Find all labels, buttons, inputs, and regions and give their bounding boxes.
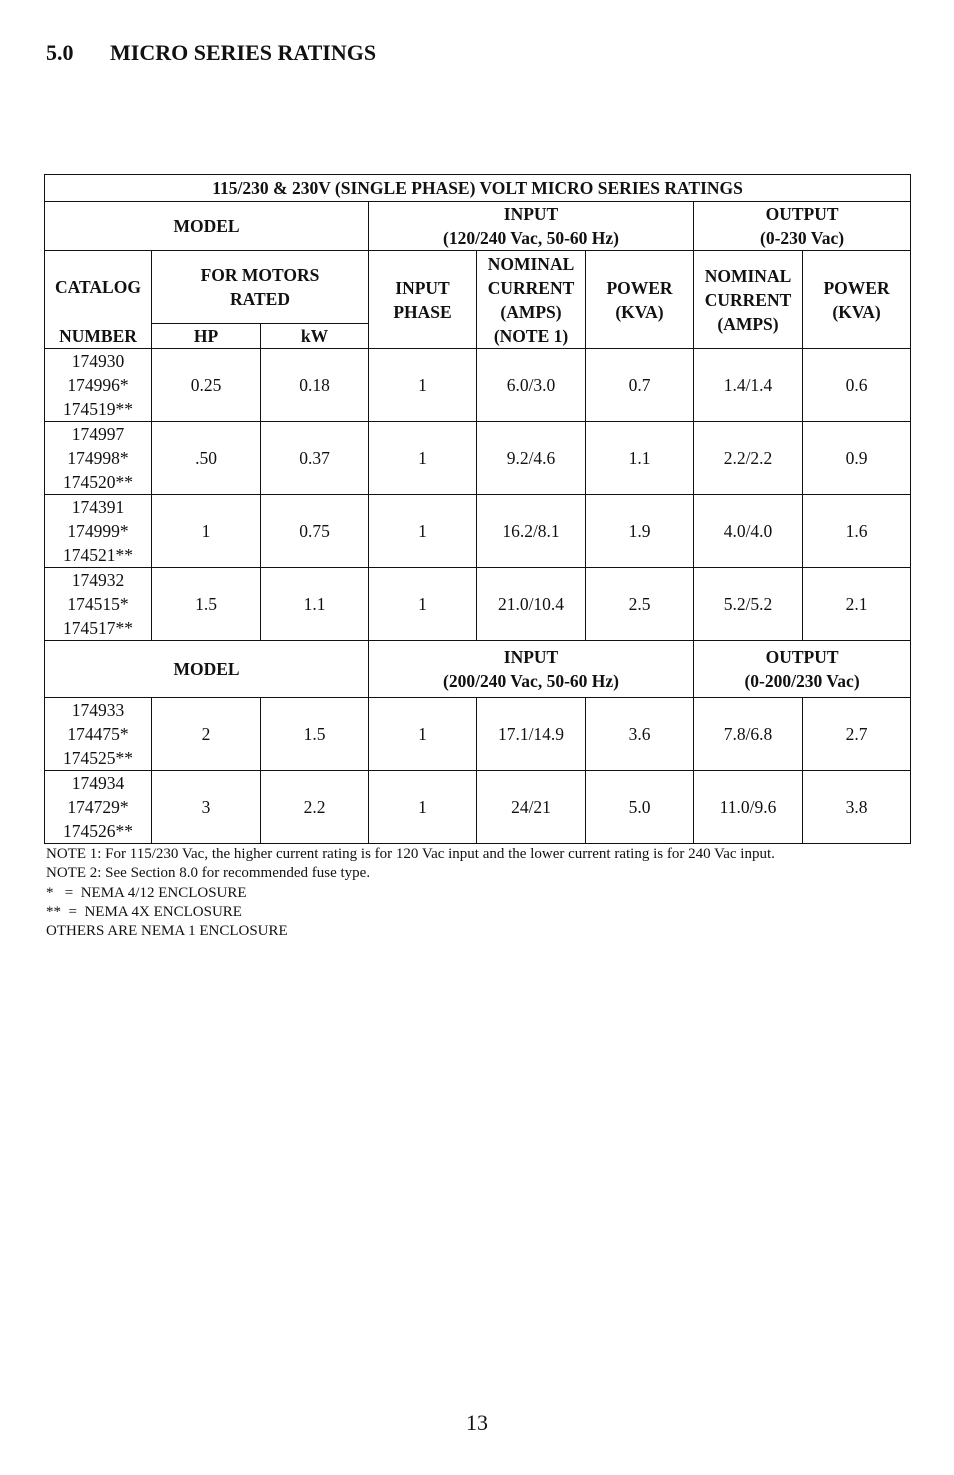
phase-cell: 1 (369, 349, 477, 422)
input-power-header: POWER (KVA) (586, 251, 694, 349)
catalog-cell: 174997 174998* 174520** (45, 422, 152, 495)
table-row (45, 771, 911, 844)
input-power-cell: 3.6 (586, 698, 694, 771)
table-row (45, 495, 911, 568)
input-current-cell: 9.2/4.6 (477, 422, 586, 495)
input-current-cell: 6.0/3.0 (477, 349, 586, 422)
group2-input-header: INPUT (200/240 Vac, 50-60 Hz) (369, 641, 694, 698)
hp-header: HP (152, 324, 261, 349)
output-current-cell: 5.2/5.2 (694, 568, 803, 641)
kw-header: kW (261, 324, 369, 349)
input-power-cell: 0.7 (586, 349, 694, 422)
section-number: 5.0 (46, 40, 74, 65)
output-power-cell: 3.8 (803, 771, 911, 844)
hp-cell: 0.25 (152, 349, 261, 422)
group1-model-header: MODEL (45, 202, 369, 251)
kw-cell: 0.37 (261, 422, 369, 495)
table-row (45, 422, 911, 495)
group1-input-header: INPUT (120/240 Vac, 50-60 Hz) (369, 202, 694, 251)
output-current-cell: 7.8/6.8 (694, 698, 803, 771)
input-phase-header: INPUT PHASE (369, 251, 477, 349)
phase-cell: 1 (369, 771, 477, 844)
table-notes (46, 845, 775, 941)
kw-cell: 1.5 (261, 698, 369, 771)
input-current-cell: 17.1/14.9 (477, 698, 586, 771)
output-current-cell: 4.0/4.0 (694, 495, 803, 568)
motors-rated-header: FOR MOTORS RATED (152, 251, 369, 324)
output-current-cell: 11.0/9.6 (694, 771, 803, 844)
catalog-cell: 174932 174515* 174517** (45, 568, 152, 641)
catalog-header-top: CATALOG (45, 251, 152, 324)
group2-output-header: OUTPUT (0-200/230 Vac) (694, 641, 911, 698)
table-row (45, 568, 911, 641)
hp-cell: 2 (152, 698, 261, 771)
input-current-header: NOMINAL CURRENT (AMPS) (NOTE 1) (477, 251, 586, 349)
phase-cell: 1 (369, 568, 477, 641)
note-nema-4x: ** = NEMA 4X ENCLOSURE (46, 903, 242, 920)
hp-cell: .50 (152, 422, 261, 495)
kw-cell: 1.1 (261, 568, 369, 641)
phase-cell: 1 (369, 422, 477, 495)
note-2: NOTE 2: See Section 8.0 for recommended fuse type. (46, 865, 371, 882)
note-nema-4-12: * = NEMA 4/12 ENCLOSURE (46, 884, 247, 901)
catalog-cell: 174391 174999* 174521** (45, 495, 152, 568)
section-title: MICRO SERIES RATINGS (110, 40, 377, 65)
page-number: 13 (466, 1410, 488, 1435)
output-power-cell: 2.7 (803, 698, 911, 771)
input-power-cell: 1.1 (586, 422, 694, 495)
note-nema-1: OTHERS ARE NEMA 1 ENCLOSURE (46, 923, 288, 940)
group1-output-header: OUTPUT (0-230 Vac) (694, 202, 911, 251)
table-row (45, 698, 911, 771)
ratings-table (44, 174, 911, 844)
output-power-header: POWER (KVA) (803, 251, 911, 349)
kw-cell: 2.2 (261, 771, 369, 844)
group2-model-header: MODEL (45, 641, 369, 698)
output-current-cell: 2.2/2.2 (694, 422, 803, 495)
catalog-cell: 174930 174996* 174519** (45, 349, 152, 422)
output-current-header: NOMINAL CURRENT (AMPS) (694, 251, 803, 349)
output-power-cell: 1.6 (803, 495, 911, 568)
input-current-cell: 16.2/8.1 (477, 495, 586, 568)
input-current-cell: 21.0/10.4 (477, 568, 586, 641)
output-power-cell: 0.9 (803, 422, 911, 495)
output-power-cell: 2.1 (803, 568, 911, 641)
input-power-cell: 2.5 (586, 568, 694, 641)
hp-cell: 3 (152, 771, 261, 844)
input-current-cell: 24/21 (477, 771, 586, 844)
kw-cell: 0.18 (261, 349, 369, 422)
output-power-cell: 0.6 (803, 349, 911, 422)
note-1: NOTE 1: For 115/230 Vac, the higher current rating is for 120 Vac input and the lower current rating is for 240 Vac input. (46, 846, 775, 862)
table-title: 115/230 & 230V (SINGLE PHASE) VOLT MICRO SERIES RATINGS (45, 175, 911, 202)
section-heading (46, 40, 376, 66)
phase-cell: 1 (369, 698, 477, 771)
table-row (45, 349, 911, 422)
kw-cell: 0.75 (261, 495, 369, 568)
input-power-cell: 1.9 (586, 495, 694, 568)
hp-cell: 1 (152, 495, 261, 568)
output-current-cell: 1.4/1.4 (694, 349, 803, 422)
catalog-cell: 174933 174475* 174525** (45, 698, 152, 771)
catalog-header-bottom: NUMBER (45, 324, 152, 349)
catalog-cell: 174934 174729* 174526** (45, 771, 152, 844)
phase-cell: 1 (369, 495, 477, 568)
hp-cell: 1.5 (152, 568, 261, 641)
input-power-cell: 5.0 (586, 771, 694, 844)
